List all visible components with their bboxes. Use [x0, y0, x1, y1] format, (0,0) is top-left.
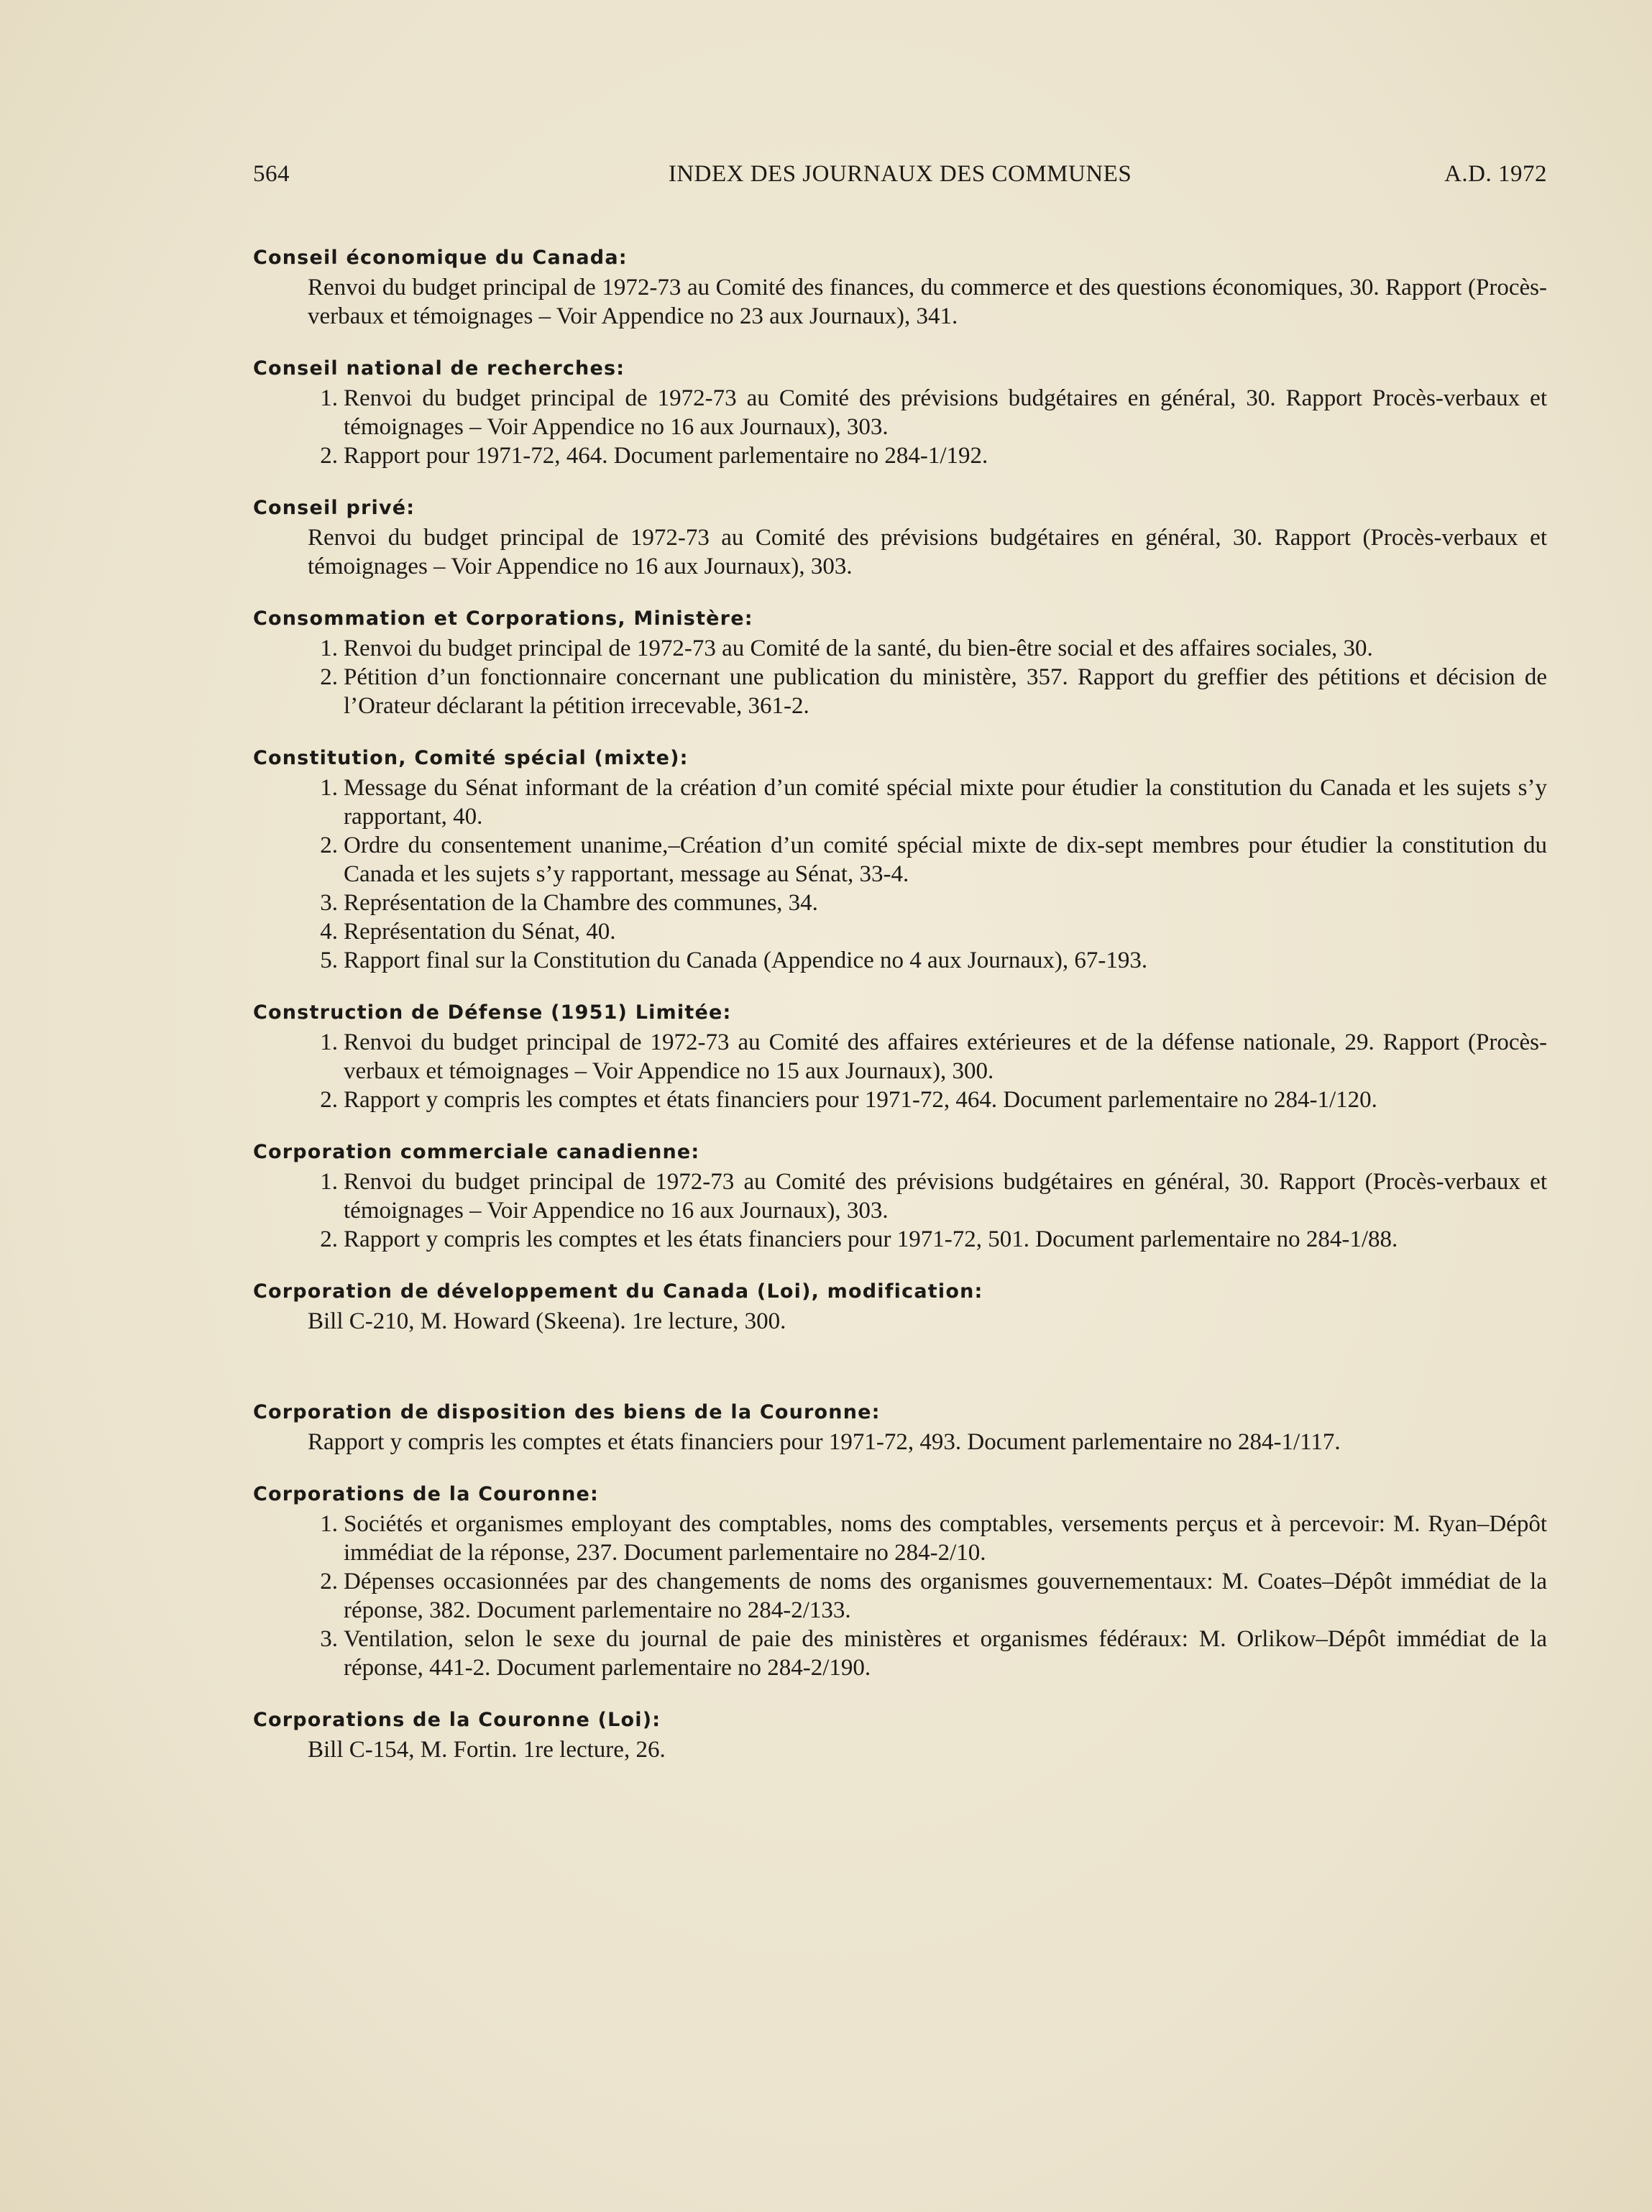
item-text: Représentation de la Chambre des communes, 34. — [344, 890, 818, 916]
index-entry — [253, 495, 1547, 581]
entry-item — [253, 1167, 1547, 1225]
entry-text: Renvoi du budget principal de 1972-73 au Comité des finances, du commerce et des questions économiques, 30. Rapport (Procès-verbaux et témoignages – Voir Appendice no 23 aux Journaux), 341. — [308, 275, 1547, 329]
entry-item-list — [253, 1167, 1547, 1254]
item-number: 1. — [320, 1169, 338, 1195]
index-entry — [253, 745, 1547, 975]
entry-heading: Conseil économique du Canada: — [253, 247, 628, 269]
index-entry — [253, 1707, 1547, 1764]
index-entry — [253, 1139, 1547, 1254]
entry-item — [253, 1510, 1547, 1567]
entry-item — [253, 946, 1547, 975]
item-number: 1. — [320, 1029, 338, 1055]
item-number: 1. — [320, 1511, 338, 1537]
entry-heading: Corporation de développement du Canada (Loi), modification: — [253, 1280, 983, 1303]
page-number: 564 — [253, 161, 290, 187]
item-number: 2. — [320, 832, 338, 858]
item-text: Message du Sénat informant de la création d’un comité spécial mixte pour étudier la constitution du Canada et les sujets s’y rapportant, 40. — [344, 775, 1547, 830]
item-number: 2. — [320, 1087, 338, 1113]
item-number: 2. — [320, 1226, 338, 1252]
entry-heading: Construction de Défense (1951) Limitée: — [253, 1001, 732, 1024]
entry-item — [253, 441, 1547, 470]
item-text: Renvoi du budget principal de 1972-73 au Comité des affaires extérieures et de la défense nationale, 29. Rapport (Procès-verbaux et témoignages – Voir Appendice no 15 aux Journaux), 300. — [344, 1029, 1547, 1084]
item-text: Rapport pour 1971-72, 464. Document parlementaire no 284-1/192. — [344, 443, 988, 469]
entry-heading: Constitution, Comité spécial (mixte): — [253, 747, 689, 769]
entry-text: Renvoi du budget principal de 1972-73 au Comité des prévisions budgétaires en général, 30. Rapport (Procès-verbaux et témoignages – Voir Appendice no 16 aux Journaux), 303. — [308, 525, 1547, 579]
item-text: Ordre du consentement unanime,–Création d’un comité spécial mixte de dix-sept membres pour étudier la constitution du Canada et les sujets s’y rapportant, message au Sénat, 33-4. — [344, 832, 1547, 887]
entry-item — [253, 889, 1547, 917]
entry-heading: Conseil privé: — [253, 497, 416, 519]
entry-item — [253, 917, 1547, 946]
entry-item — [253, 1028, 1547, 1086]
index-entry — [253, 1278, 1547, 1336]
item-text: Renvoi du budget principal de 1972-73 au Comité de la santé, du bien-être social et des affaires sociales, 30. — [344, 635, 1373, 661]
entry-item — [253, 384, 1547, 441]
entry-item — [253, 634, 1547, 663]
item-number: 1. — [320, 775, 338, 801]
page-header — [253, 161, 1547, 197]
index-entry — [253, 355, 1547, 470]
index-entry — [253, 605, 1547, 720]
entry-heading: Consommation et Corporations, Ministère: — [253, 607, 753, 630]
entry-item-list — [253, 1510, 1547, 1682]
item-number: 3. — [320, 890, 338, 916]
index-entry — [253, 1399, 1547, 1456]
entry-item — [253, 1086, 1547, 1114]
item-number: 2. — [320, 664, 338, 690]
index-entry — [253, 999, 1547, 1114]
item-number: 2. — [320, 1569, 338, 1594]
index-entry — [253, 1481, 1547, 1682]
entry-item — [253, 663, 1547, 720]
item-text: Ventilation, selon le sexe du journal de paie des ministères et organismes fédéraux: M. Orlikow–Dépôt immédiat de la réponse, 441-2. Document parlementaire no 284-2/190. — [344, 1626, 1547, 1681]
entry-text: Bill C-210, M. Howard (Skeena). 1re lecture, 300. — [308, 1308, 786, 1334]
item-text: Rapport y compris les comptes et les états financiers pour 1971-72, 501. Document parlementaire no 284-1/88. — [344, 1226, 1398, 1252]
entry-text: Rapport y compris les comptes et états financiers pour 1971-72, 493. Document parlementaire no 284-1/117. — [308, 1429, 1341, 1455]
item-text: Pétition d’un fonctionnaire concernant une publication du ministère, 357. Rapport du greffier des pétitions et décision de l’Orateur déclarant la pétition irrecevable, 361-2. — [344, 664, 1547, 719]
item-number: 3. — [320, 1626, 338, 1652]
entry-item-list — [253, 384, 1547, 470]
header-year: A.D. 1972 — [1444, 161, 1547, 187]
item-text: Renvoi du budget principal de 1972-73 au Comité des prévisions budgétaires en général, 30. Rapport (Procès-verbaux et témoignages – Voir Appendice no 16 aux Journaux), 303. — [344, 1169, 1547, 1224]
item-number: 5. — [320, 947, 338, 973]
index-entries — [253, 244, 1547, 1789]
entry-heading: Conseil national de recherches: — [253, 357, 625, 380]
item-number: 4. — [320, 919, 338, 945]
entry-item-list — [253, 1028, 1547, 1114]
entry-item — [253, 774, 1547, 831]
entry-heading: Corporations de la Couronne (Loi): — [253, 1709, 661, 1731]
item-text: Dépenses occasionnées par des changements de noms des organismes gouvernementaux: M. Coates–Dépôt immédiat de la réponse, 382. Document parlementaire no 284-2/133. — [344, 1569, 1547, 1623]
entry-item — [253, 1567, 1547, 1625]
index-entry — [253, 244, 1547, 331]
item-text: Rapport final sur la Constitution du Canada (Appendice no 4 aux Journaux), 67-193. — [344, 947, 1148, 973]
entry-heading: Corporation commerciale canadienne: — [253, 1141, 700, 1163]
entry-item — [253, 1225, 1547, 1254]
item-text: Sociétés et organismes employant des comptables, noms des comptables, versements perçus et à percevoir: M. Ryan–Dépôt immédiat de la réponse, 237. Document parlementaire no 284-2/10. — [344, 1511, 1547, 1566]
entry-item-list — [253, 634, 1547, 720]
entry-item — [253, 1625, 1547, 1682]
item-text: Représentation du Sénat, 40. — [344, 919, 616, 945]
item-number: 2. — [320, 443, 338, 469]
running-title: INDEX DES JOURNAUX DES COMMUNES — [668, 161, 1132, 187]
entry-heading: Corporation de disposition des biens de la Couronne: — [253, 1401, 881, 1423]
item-number: 1. — [320, 385, 338, 411]
entry-item-list — [253, 774, 1547, 975]
entry-item — [253, 831, 1547, 889]
item-text: Rapport y compris les comptes et états financiers pour 1971-72, 464. Document parlementaire no 284-1/120. — [344, 1087, 1377, 1113]
item-number: 1. — [320, 635, 338, 661]
entry-text: Bill C-154, M. Fortin. 1re lecture, 26. — [308, 1737, 666, 1763]
entry-heading: Corporations de la Couronne: — [253, 1483, 600, 1505]
item-text: Renvoi du budget principal de 1972-73 au Comité des prévisions budgétaires en général, 30. Rapport Procès-verbaux et témoignages – Voir Appendice no 16 aux Journaux), 303. — [344, 385, 1547, 440]
